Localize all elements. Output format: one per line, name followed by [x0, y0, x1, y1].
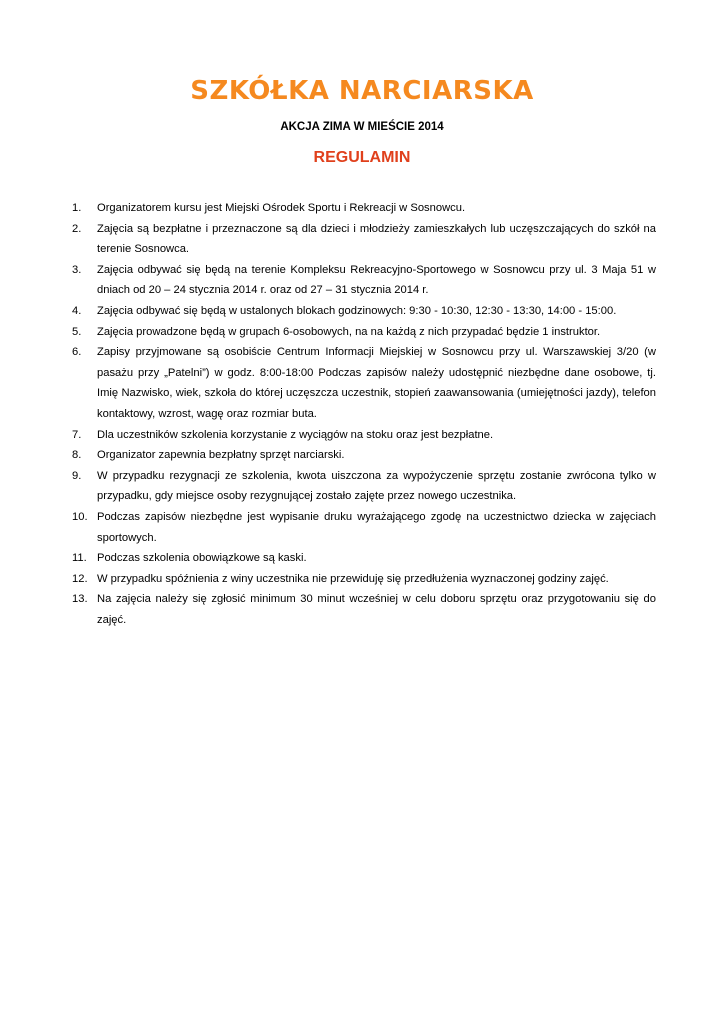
- regulations-heading: REGULAMIN: [313, 149, 411, 166]
- rule-number: 4.: [72, 304, 82, 317]
- rule-item: [72, 301, 656, 322]
- rule-text: Podczas szkolenia obowiązkowe są kaski.: [97, 552, 307, 565]
- rules-list: [72, 198, 656, 630]
- rule-text: W przypadku spóźnienia z winy uczestnika nie przewiduję się przedłużenia wyznaczonej godziny zajęć.: [97, 572, 609, 585]
- rule-text: Zajęcia odbywać się będą na terenie Kompleksu Rekreacyjno-Sportowego w Sosnowcu przy ul. 3 Maja 51 w dniach od 20 – 24 stycznia 2014 r. oraz od 27 – 31 stycznia 2014 r.: [97, 263, 656, 297]
- document-subtitle: AKCJA ZIMA W MIEŚCIE 2014: [280, 121, 444, 133]
- rule-text: Organizator zapewnia bezpłatny sprzęt narciarski.: [97, 449, 345, 462]
- rule-number: 8.: [72, 449, 82, 462]
- rule-item: [72, 322, 656, 343]
- rule-item: [72, 589, 656, 630]
- rule-number: 3.: [72, 263, 82, 276]
- rule-number: 10.: [72, 510, 88, 523]
- rule-item: [72, 507, 656, 548]
- rule-item: [72, 466, 656, 507]
- rule-text: Organizatorem kursu jest Miejski Ośrodek Sportu i Rekreacji w Sosnowcu.: [97, 202, 466, 214]
- rule-text: Podczas zapisów niezbędne jest wypisanie druku wyrażającego zgodę na uczestnictwo dziecka w zajęciach sportowych.: [97, 510, 656, 544]
- rule-item: [72, 342, 656, 424]
- rule-number: 6.: [72, 346, 82, 359]
- rule-item: [72, 548, 656, 569]
- rule-item: [72, 219, 656, 260]
- rule-item: [72, 425, 656, 446]
- rule-text: Dla uczestników szkolenia korzystanie z wyciągów na stoku oraz jest bezpłatne.: [97, 428, 494, 441]
- rule-item: [72, 569, 656, 590]
- rule-number: 11.: [72, 552, 87, 565]
- rule-number: 9.: [72, 469, 82, 482]
- rule-text: W przypadku rezygnacji ze szkolenia, kwota uiszczona za wypożyczenie sprzętu zostanie zwrócona tylko w przypadku, gdy miejsce osoby rezygnującej zostało zajęte przez nowego uczestnika.: [97, 469, 656, 503]
- rule-number: 12.: [72, 572, 88, 585]
- rule-item: [72, 198, 656, 219]
- rule-item: [72, 445, 656, 466]
- rule-number: 2.: [72, 222, 82, 235]
- document-title: SZKÓŁKA NARCIARSKA: [190, 76, 534, 106]
- rule-text: Zajęcia prowadzone będą w grupach 6-osobowych, na na każdą z nich przypadać będzie 1 instruktor.: [97, 325, 601, 338]
- rule-number: 1.: [72, 202, 82, 214]
- rule-text: Na zajęcia należy się zgłosić minimum 30 minut wcześniej w celu doboru sprzętu oraz przygotowaniu się do zajęć.: [97, 593, 656, 626]
- rule-number: 5.: [72, 325, 82, 338]
- rule-item: [72, 260, 656, 301]
- rule-text: Zajęcia odbywać się będą w ustalonych blokach godzinowych: 9:30 - 10:30, 12:30 - 13:30, 14:00 - 15:00.: [97, 304, 617, 317]
- rule-number: 7.: [72, 428, 82, 441]
- rule-number: 13.: [72, 593, 88, 606]
- rule-text: Zapisy przyjmowane są osobiście Centrum Informacji Miejskiej w Sosnowcu przy ul. Warszawskiej 3/20 (w pasażu przy „Patelni”) w godz. 8:00-18:00 Podczas zapisów należy udostępnić niezbędne dane osobowe, tj. Imię Nazwisko, wiek, szkoła do której uczęszcza uczestnik, stopień zaawansowania (umiejętności jazdy), telefon kontaktowy, wzrost, wagę oraz rozmiar buta.: [97, 346, 656, 420]
- rule-text: Zajęcia są bezpłatne i przeznaczone są dla dzieci i młodzieży zamieszkałych lub uczęszczających do szkół na terenie Sosnowca.: [97, 222, 656, 256]
